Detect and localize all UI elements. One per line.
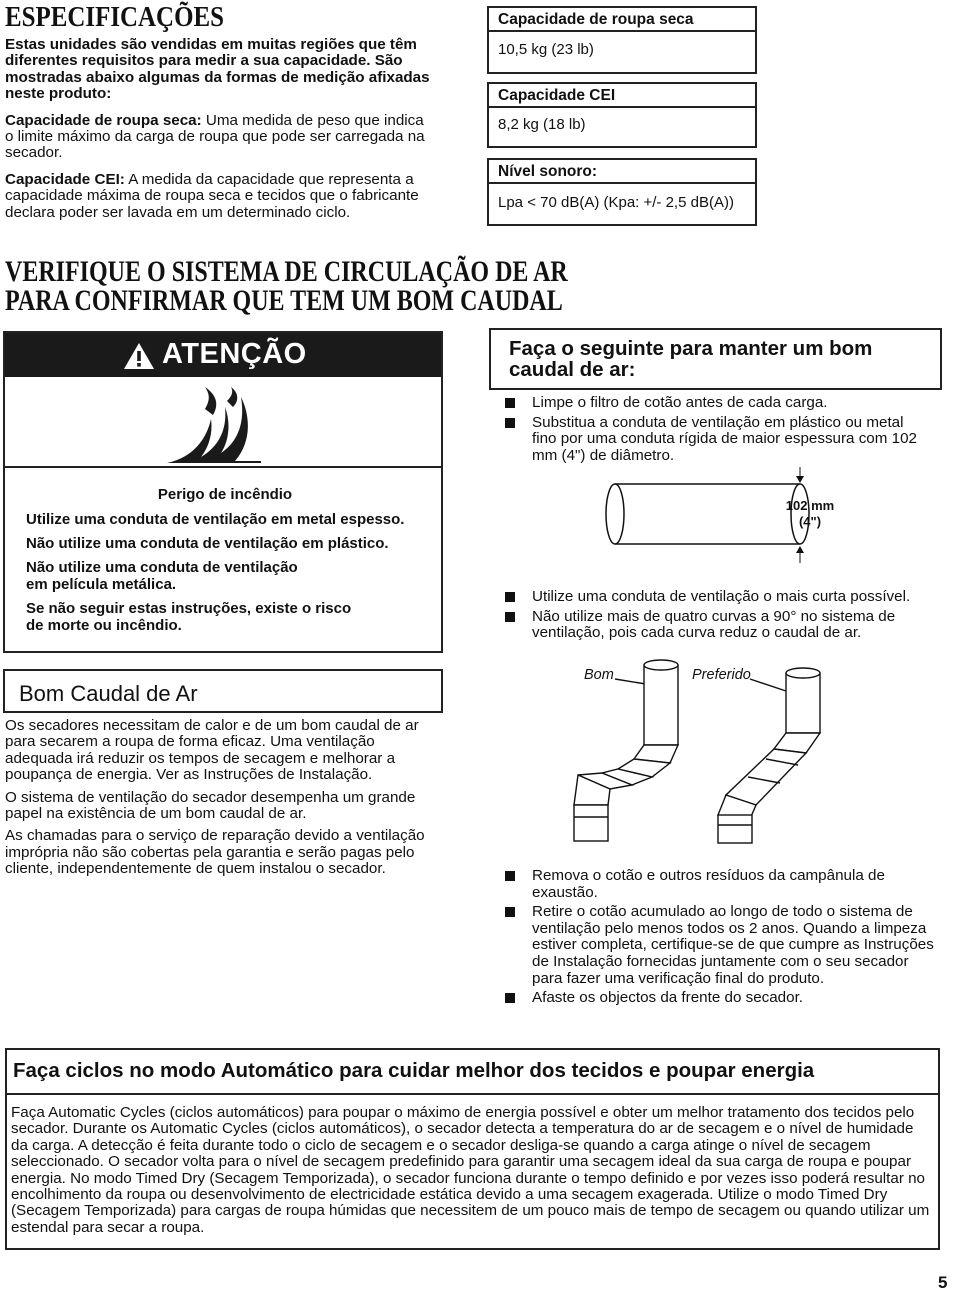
spec-box-noise-level [487,158,757,226]
specs-intro: Estas unidades são vendidas em muitas regiões que têm diferentes requisitos para medir a sua capacidade. São mostradas abaixo algumas da formas de medição afixadas neste produto: [5,36,430,103]
warning-box [3,331,443,653]
list-item: Não utilize mais de quatro curvas a 90° no sistema de ventilação, pois cada curva reduz o caudal de ar. [505,609,930,642]
airflow-title [5,257,568,315]
warning-divider [5,466,441,468]
cei-capacity-desc: A medida da capacidade que representa a capacidade máxima de roupa seca e tecidos que o fabricante declara poder ser lavada em um determinado ciclo. [5,170,419,221]
list-item: Afaste os objectos da frente do secador. [505,990,940,1007]
elbow-label-preferred: Preferido [692,667,751,683]
good-airflow-body [5,718,437,878]
good-airflow-paragraph: As chamadas para o serviço de reparação devido a ventilação imprópria não são cobertas pela garantia e serão pagas pelo cliente, independentemente de quem instalou o secador. [5,827,425,878]
warning-line: Utilize uma conduta de ventilação em metal espesso. [26,511,405,528]
list-item: Limpe o filtro de cotão antes de cada carga. [505,395,925,412]
dry-capacity-definition [5,113,430,162]
good-airflow-paragraph: O sistema de ventilação do secador desempenha um grande papel na existência de um bom caudal de ar. [5,788,416,823]
duct-size-inch: (4") [798,514,822,529]
page-number: 5 [938,1273,948,1292]
list-item: Substitua a conduta de ventilação em plástico ou metal fino por uma conduta rígida de maior espessura com 102 mm (4") de diâmetro. [505,415,925,465]
auto-cycles-title: Faça ciclos no modo Automático para cuidar melhor dos tecidos e poupar energia [13,1059,815,1082]
spec-value: Lpa < 70 dB(A) (Kpa: +/- 2,5 dB(A)) [498,194,734,211]
specs-text [5,37,430,221]
duct-size-mm: 102 mm [785,498,835,513]
spec-label: Capacidade de roupa seca [489,8,755,32]
maintain-divider [489,388,942,390]
good-airflow-divider [3,711,443,713]
warning-triangle-icon [122,341,156,371]
spec-value: 10,5 kg (23 lb) [498,41,594,58]
spec-box-cei-capacity [487,82,757,148]
cei-capacity-definition [5,172,430,221]
list-item: Remova o cotão e outros resíduos da campânula de exaustão. [505,868,940,901]
dry-capacity-desc: Uma medida de peso que indica o limite máximo da carga de roupa que pode ser carregada na secador. [5,111,425,162]
good-airflow-title-box [3,669,443,713]
good-airflow-title: Bom Caudal de Ar [19,681,198,706]
elbow-label-good: Bom [584,667,614,683]
list-item: Utilize uma conduta de ventilação o mais curta possível. [505,589,930,606]
fire-hazard-icon [165,387,265,465]
spec-value: 8,2 kg (18 lb) [498,116,586,133]
spec-label: Nível sonoro: [489,160,755,184]
warning-lines [26,511,436,641]
warning-line: Se não seguir estas instruções, existe o risco de morte ou incêndio. [26,600,352,634]
auto-cycles-divider [7,1093,938,1095]
cei-capacity-term: Capacidade CEI: [5,170,125,188]
dry-capacity-term: Capacidade de roupa seca: [5,111,202,129]
list-item: Retire o cotão acumulado ao longo de todo o sistema de ventilação pelo menos todos os 2 anos. Quando a limpeza estiver completa, certifique-se de que cumpre as Instruções de Instalação fornecidas juntamente com o seu secador para fazer uma verificação final do produto. [505,904,940,987]
specs-title: ESPECIFICAÇÕES [5,1,224,33]
duct-size-label [770,498,850,530]
warning-title: ATENÇÃO [162,338,307,370]
maintain-title: Faça o seguinte para manter um bom caudal de ar: [509,337,873,381]
elbow-diagram [560,655,860,845]
warning-line: Não utilize uma conduta de ventilação em película metálica. [26,559,298,593]
maintain-bullets-b [505,589,930,645]
warning-line: Não utilize uma conduta de ventilação em plástico. [26,535,389,552]
auto-cycles-body: Faça Automatic Cycles (ciclos automáticos) para poupar o máximo de energia possível e obter um melhor tratamento dos tecidos pelo secador. Durante os Automatic Cycles (ciclos automáticos), o secador detecta a temperatura do ar de secagem e o nível de humidade da carga. A detecção é feita durante todo o ciclo de secagem e o secador desliga-se quando a carga atinge o nível de secagem seleccionado. O secador volta para o nível de secagem predefinido para garantir uma secagem ideal da sua carga de roupa e poupar energia. No modo Timed Dry (Secagem Temporizada), o secador funciona durante o tempo definido e por vezes isso poderá resultar no encolhimento da roupa ou desenvolvimento de electricidade estática devido a uma secagem exagerada. Utilize o modo Timed Dry (Secagem Temporizada) para cargas de roupa húmidas que necessitem de um pouco mais de tempo de secagem ou quando utilizar um estendal para secar a roupa. [11,1104,930,1236]
warning-header [5,333,441,377]
maintain-title-box [489,328,942,390]
good-airflow-paragraph: Os secadores necessitam de calor e de um bom caudal de ar para secarem a roupa de forma eficaz. Uma ventilação adequada irá reduzir os tempos de secagem e melhorar a poupança de energia. Ver as Instruções de Instalação. [5,717,419,784]
spec-box-dry-capacity [487,6,757,74]
maintain-bullets-c [505,868,940,1010]
warning-hazard: Perigo de incêndio [157,486,293,503]
auto-cycles-box [5,1048,940,1250]
airflow-title-line-2: PARA CONFIRMAR QUE TEM UM BOM CAUDAL [5,284,563,317]
spec-label: Capacidade CEI [489,84,755,108]
airflow-title-line-1: VERIFIQUE O SISTEMA DE CIRCULAÇÃO DE AR [5,255,568,288]
maintain-bullets-a [505,395,925,467]
